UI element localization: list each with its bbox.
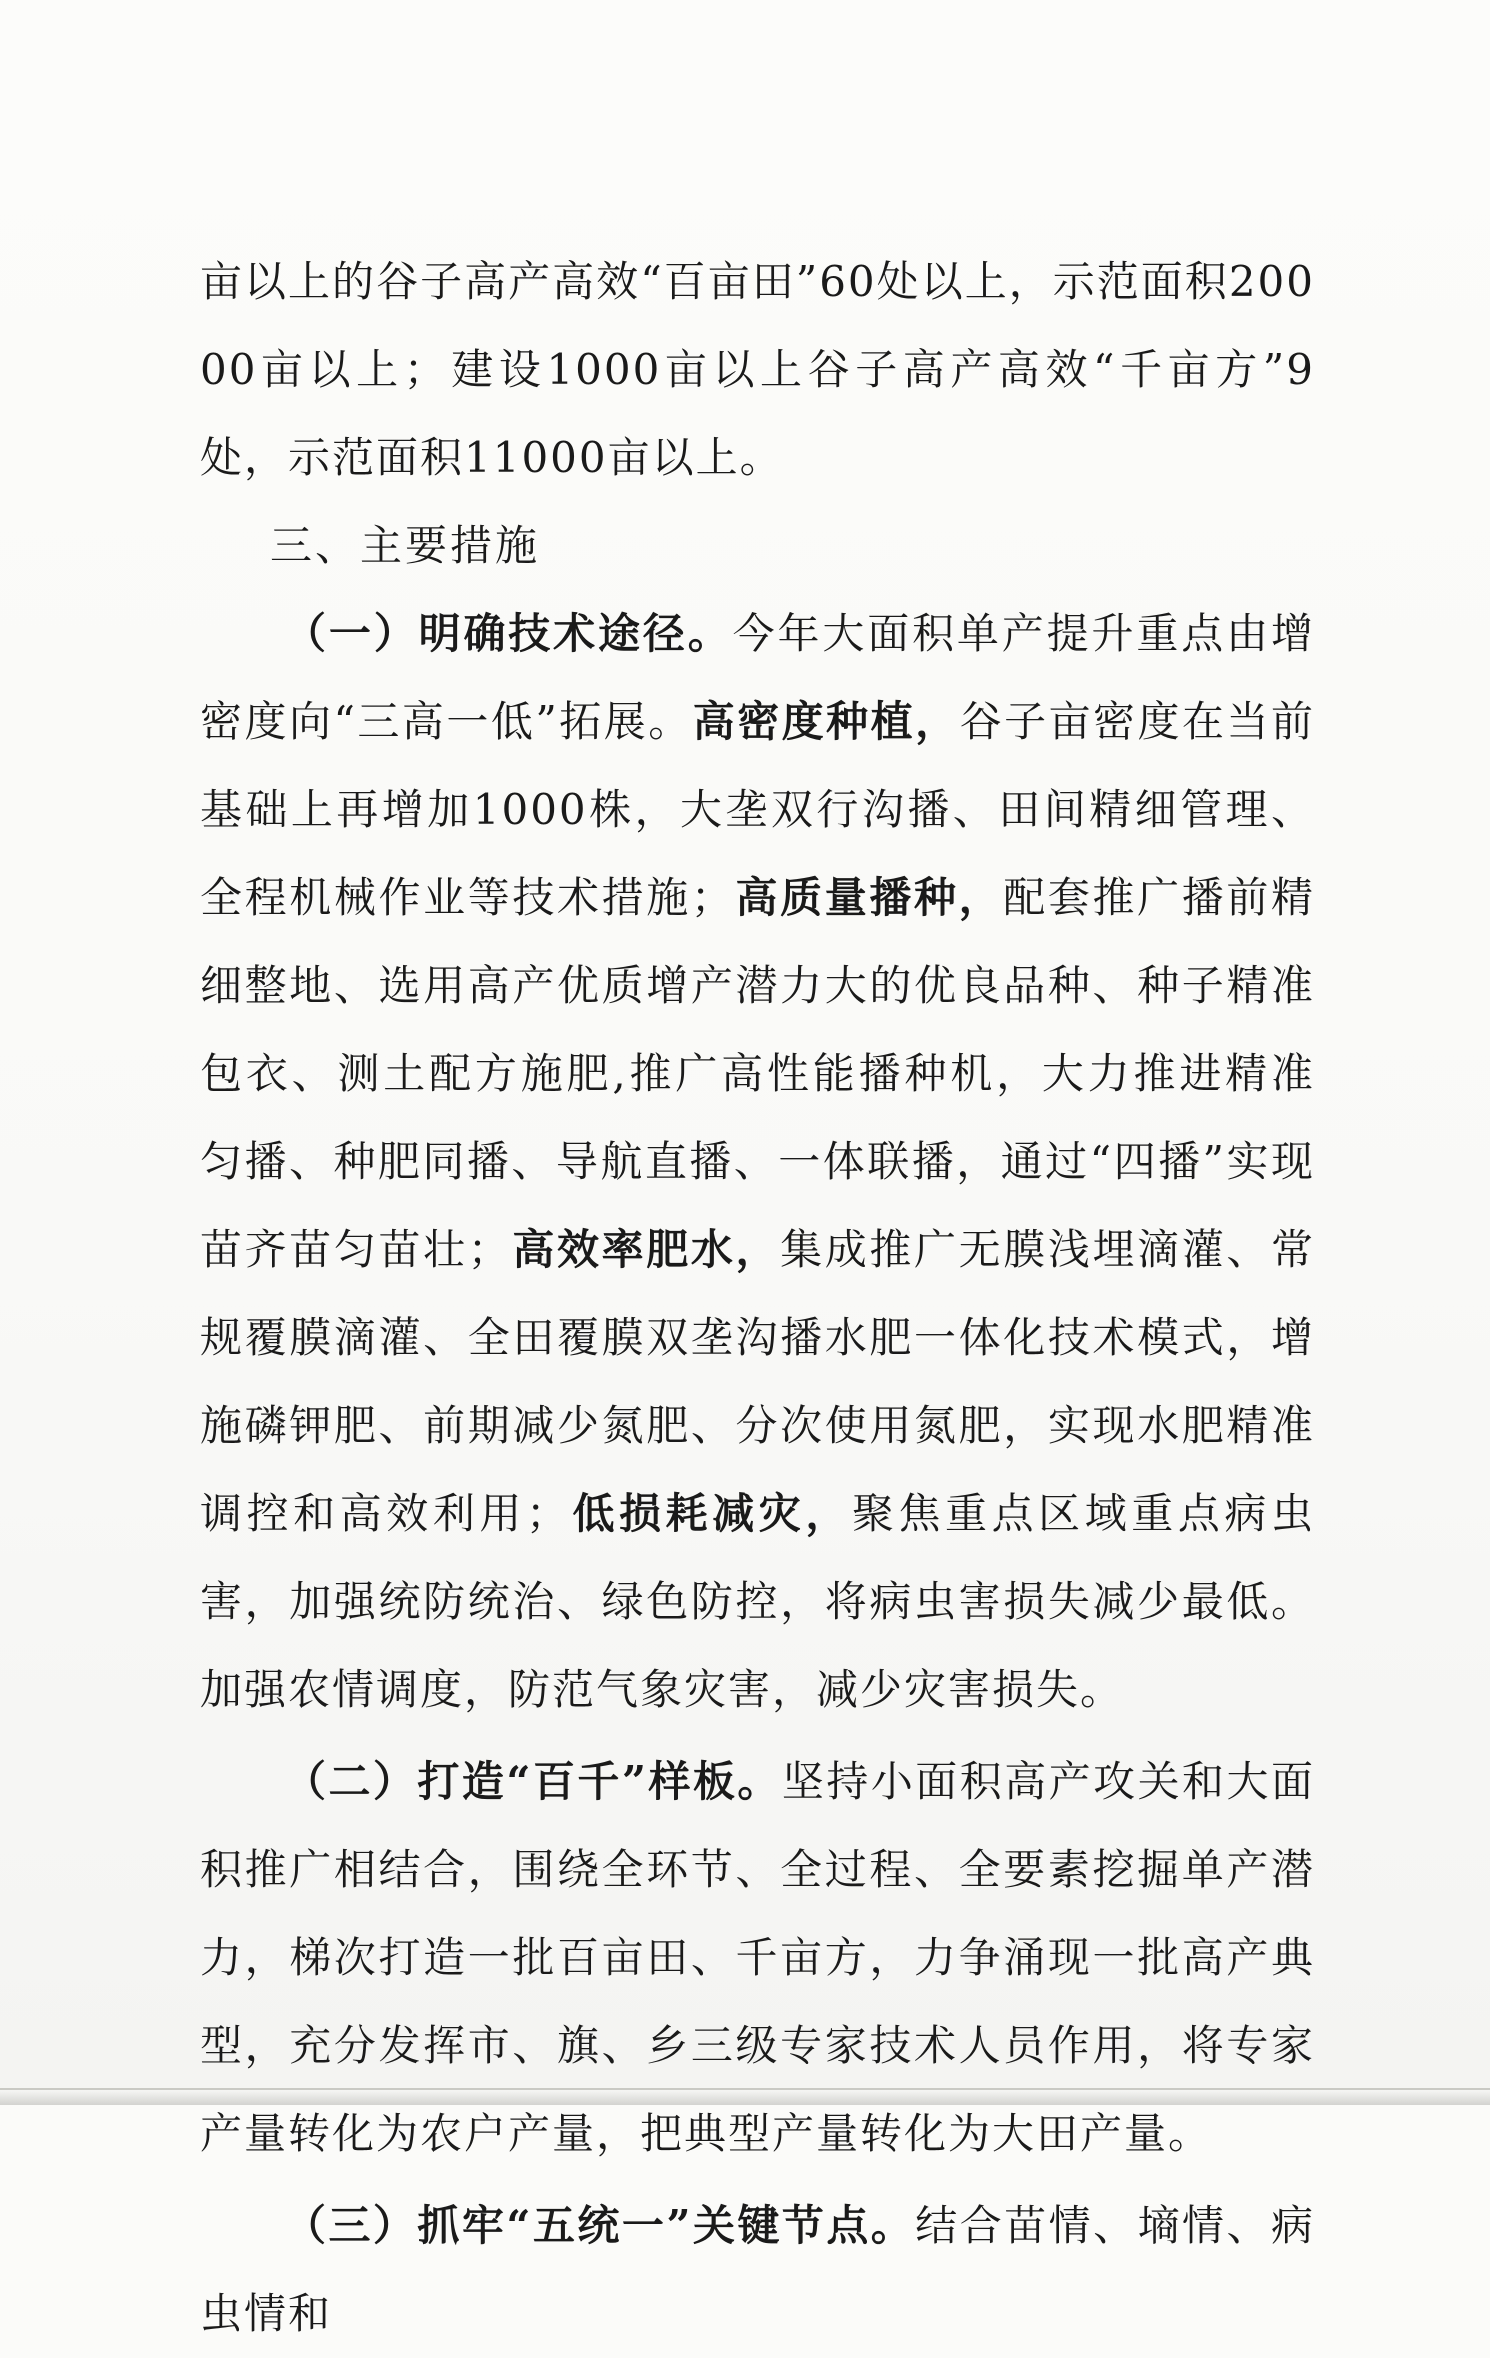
measure-1-text-5: 聚焦重点区域重点病虫害，加强统防统治、绿色防控，将病虫害损失减少最低。加强农情调度，防范气象灾害，减少灾害损失。 [200, 1489, 1315, 1714]
measure-1-text-4: 集成推广无膜浅埋滴灌、常规覆膜滴灌、全田覆膜双垄沟播水肥一体化技术模式，增施磷钾肥、前期减少氮肥、分次使用氮肥，实现水肥精准调控和高效利用； [200, 1225, 1315, 1538]
intro-paragraph: 亩以上的谷子高产高效“百亩田”60处以上，示范面积20000亩以上；建设1000亩以上谷子高产高效“千亩方”9处，示范面积11000亩以上。 [200, 257, 1315, 482]
measure-3-text: 结合苗情、墒情、病虫情和 [200, 2201, 1315, 2338]
measure-1-title: （一）明确技术途径。 [284, 609, 733, 658]
measure-1-bold-high-efficiency-fertilizer: 高效率肥水， [511, 1225, 781, 1274]
measure-1-bold-high-density: 高密度种植， [692, 697, 960, 746]
measure-1-bold-low-loss: 低损耗减灾， [569, 1489, 852, 1538]
measure-2-paragraph [200, 1738, 1315, 2178]
measure-1-text-1: 今年大面积单产提升重点由增密度向“三高一低”拓展。 [200, 609, 1315, 746]
measure-2-text: 坚持小面积高产攻关和大面积推广相结合，围绕全环节、全过程、全要素挖掘单产潜力，梯次打造一批百亩田、千亩方，力争涌现一批高产典型，充分发挥市、旗、乡三级专家技术人员作用，将专家产量转化为农户产量，把典型产量转化为大田产量。 [200, 1757, 1315, 2158]
measure-1-text-2: 谷子亩密度在当前基础上再增加1000株，大垄双行沟播、田间精细管理、全程机械作业等技术措施； [200, 697, 1315, 922]
document-body [200, 238, 1315, 2358]
measure-1-bold-high-quality-sowing: 高质量播种， [734, 873, 1004, 922]
measure-1-paragraph [200, 590, 1315, 1734]
scan-edge-line [0, 2088, 1490, 2090]
measure-3-paragraph [200, 2182, 1315, 2358]
measure-3-title: （三）抓牢“五统一”关键节点。 [284, 2201, 916, 2250]
section-heading-main-measures: 三、主要措施 [270, 521, 541, 570]
measure-2-title: （二）打造“百千”样板。 [284, 1757, 782, 1806]
measure-1-text-3: 配套推广播前精细整地、选用高产优质增产潜力大的优良品种、种子精准包衣、测土配方施肥,推广高性能播种机，大力推进精准匀播、种肥同播、导航直播、一体联播，通过“四播”实现苗齐苗匀苗壮； [200, 873, 1315, 1274]
scan-bottom-shadow [0, 2091, 1490, 2105]
